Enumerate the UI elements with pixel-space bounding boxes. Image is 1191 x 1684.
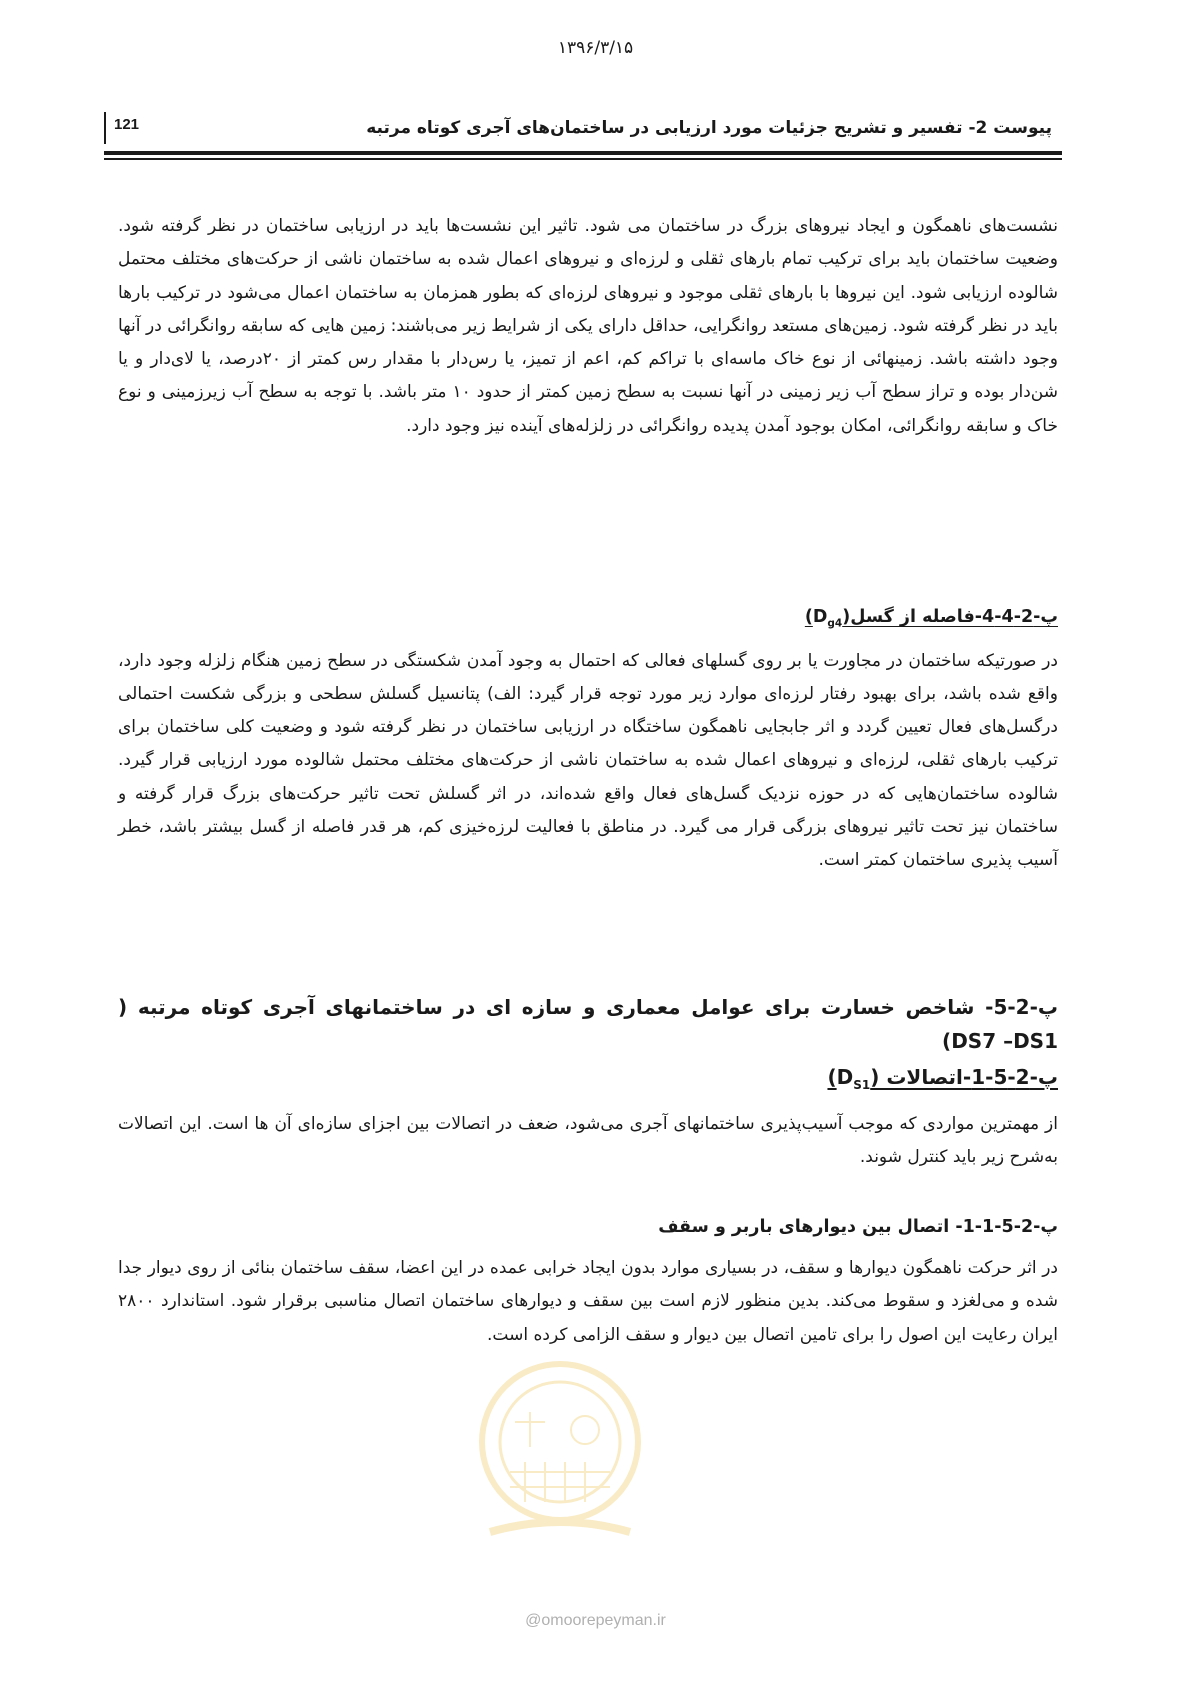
running-title: پیوست 2- تفسیر و تشریح جزئیات مورد ارزیابی در ساختمان‌های آجری کوتاه مرتبه (366, 118, 1052, 138)
paragraph-connections: از مهمترین مواردی که موجب آسیب‌پذیری ساختمانهای آجری می‌شود، ضعف در اتصالات بین اجزای سازه‌ای آن ها است. این اتصالات به‌شرح زیر باید کنترل شوند. (118, 1114, 1058, 1168)
header-rule-thin (104, 158, 1062, 160)
watermark-site-url: @omoorepeyman.ir (525, 1612, 666, 1629)
paragraph-wall-roof-connection: در اثر حرکت ناهمگون دیوارها و سقف، در بسیاری موارد بدون ایجاد خرابی عمده در این اعضا، سقف ساختمان بنائی از روی دیوار جدا شده و می‌لغزد و سقوط می‌کند. بدین منظور لازم است بین سقف و دیوارهای ساختمان اتصال مناسبی برقرار شود. استاندارد ۲۸۰۰ ایران رعایت این اصول را برای تامین اتصال بین دیوار و سقف الزامی کرده است. (118, 1258, 1058, 1345)
heading-fault-distance: پ-2-4-4-فاصله از $گسل(D_{g4})$ (118, 602, 1058, 639)
header-rule-thick (104, 151, 1062, 155)
heading-damage-index: پ-2-5- شاخص خسارت برای عوامل معماری و سازه ای در ساختمانهای آجری کوتاه مرتبه (DS7 –DS1) (118, 990, 1058, 1058)
symbol-ds7-ds1: DS7 –DS1 (951, 1029, 1058, 1053)
symbol-ds1: $D_{S1}$ (836, 1065, 871, 1092)
page-number: 121 (114, 116, 140, 133)
paragraph-liquefaction: نشست‌های ناهمگون و ایجاد نیروهای بزرگ در ساختمان می شود. تاثیر این نشست‌ها باید در ارزیابی ساختمان در نظر گرفته شود. وضعیت ساختمان باید برای ترکیب تمام بارهای ثقلی و لرزه‌ای و نیروهای اعمال شده به ساختمان ناشی از حرکت‌های مختلف محتمل شالوده ارزیابی شود. این نیروها با بارهای ثقلی موجود و نیروهای لرزه‌ای که بطور همزمان به ساختمان اعمال می‌شود در ترکیب بارها باید در نظر گرفته شود. زمین‌های مستعد روانگرایی، حداقل دارای یکی از شرایط زیر می‌باشند: زمین هایی که سابقه روانگرائی در آنها وجود داشته باشد. زمینهائی از نوع خاک ماسه‌ای با تراکم کم، اعم از تمیز، یا رس‌دار با مقدار رس کمتر از ۲۰درصد، یا لای‌دار و یا شن‌دار بوده و تراز سطح آب زیر زمینی در آنها نسبت به سطح زمین کمتر از حدود ۱۰ متر باشد. با توجه به سطح آب زیرزمینی و نوع خاک و سابقه روانگرائی، امکان بوجود آمدن پدیده روانگرائی در زلزله‌های آینده نیز وجود دارد. (118, 216, 1058, 436)
section-damage-index (118, 990, 1058, 1175)
header-vertical-rule (104, 112, 106, 144)
page-date: ۱۳۹۶/۳/۱۵ (557, 38, 634, 58)
page-header (104, 112, 1062, 152)
heading-wall-roof-connection: پ-2-5-1-1- اتصال بین دیوارهای باربر و سقف (658, 1217, 1058, 1237)
symbol-dg4: $D_{g4}$ (812, 607, 843, 630)
heading-connections: پ-2-5-1-اتصالات $(D_{S1})$ (118, 1060, 1058, 1102)
watermark-logo (470, 1352, 650, 1542)
section-wall-roof-connection (118, 1212, 1058, 1352)
section-fault-distance (118, 602, 1058, 878)
section-liquefaction (118, 210, 1058, 443)
paragraph-fault-distance: در صورتیکه ساختمان در مجاورت یا بر روی گسلهای فعالی که احتمال به وجود آمدن شکستگی در سطح زمین هنگام زلزله وجود دارد، واقع شده باشد، برای بهبود رفتار لرزه‌ای موارد زیر مورد توجه قرار گیرد: الف) پتانسیل گسلش سطحی و بزرگی شکست احتمالی درگسل‌های فعال تعیین گردد و اثر جابجایی ناهمگون ساختگاه در ارزیابی ساختمان در نظر گرفته شود و وضعیت کلی ساختمان برای ترکیب بارهای ثقلی، لرزه‌ای و نیروهای اعمال شده به ساختمان ناشی از حرکت‌های مختلف محتمل شالوده مورد ارزیابی قرار گیرد. شالوده ساختمان‌هایی که در حوزه نزدیک گسل‌های فعال واقع شده‌اند، در اثر گسلش تحت تاثیر حرکت‌های بزرگ قرار گرفته و ساختمان نیز تحت تاثیر نیروهای بزرگی قرار می گیرد. در مناطق با فعالیت لرزه‌خیزی کم، هر قدر فاصله از گسل بیشتر باشد، خطر آسیب پذیری ساختمان کمتر است. (118, 650, 1058, 871)
